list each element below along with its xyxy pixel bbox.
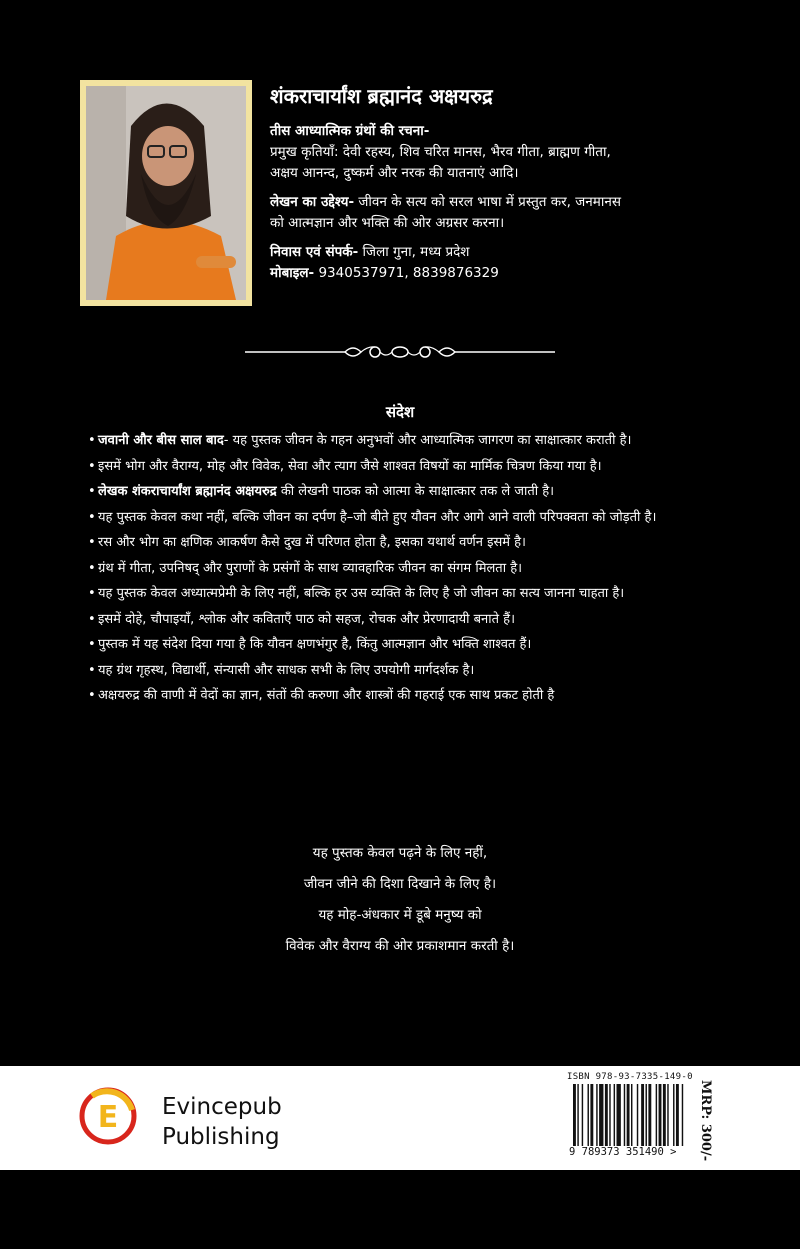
poem-line-2: जीवन जीने की दिशा दिखाने के लिए है। [303,876,497,892]
residence-label: निवास एवं संपर्क- [270,244,359,260]
barcode-bar [605,1084,608,1146]
barcode-bar [617,1084,621,1146]
author-photo [80,80,252,306]
author-name: शंकराचार्यांश ब्रह्मानंद अक्षयरुद्र [270,84,493,108]
list-item: • जवानी और बीस साल बाद- यह पुस्तक जीवन के गहन अनुभवों और आध्यात्मिक जागरण का साक्षात्कार कराती है। [88,430,728,452]
list-item: • इसमें दोहे, चौपाइयाँ, श्लोक और कविताएँ पाठ को सहज, रोचक और प्रेरणादायी बनाते हैं। [88,609,728,631]
residence-line: निवास एवं संपर्क- जिला गुना, मध्य प्रदेश [270,244,470,260]
barcode-bar [659,1084,662,1146]
barcode-bar [609,1084,610,1146]
author-info [270,82,780,284]
barcode-bar [588,1084,589,1146]
author-portrait-image [86,86,246,300]
works-line-2: अक्षय आनन्द, दुष्कर्म और नरक की यातनाएं आदि। [270,165,519,181]
publisher-name-line-1: Evincepub [162,1094,282,1120]
message-list [88,430,728,711]
barcode-bar [582,1084,583,1146]
list-item: • रस और भोग का क्षणिक आकर्षण कैसे दुख में परिणत होता है, इसका यथार्थ वर्णन इसमें है। [88,532,728,554]
mrp-label: MRP: 300/- [698,1080,713,1162]
barcode-number: 9 789373 351490 > [569,1146,677,1158]
barcode-bar [646,1084,647,1146]
barcode-bar [682,1084,683,1146]
barcode-bar [573,1084,576,1146]
closing-poem [0,838,800,962]
list-item: • पुस्तक में यह संदेश दिया गया है कि यौवन क्षणभंगुर है, किंतु आत्मज्ञान और भक्ति शाश्वत हैं। [88,634,728,656]
barcode-bar [641,1084,644,1146]
publisher-logo-icon [78,1086,138,1146]
list-item: • लेखक शंकराचार्यांश ब्रह्मानंद अक्षयरुद्र की लेखनी पाठक को आत्मा के साक्षात्कार तक ले जाती है। [88,481,728,503]
list-item: • यह ग्रंथ गृहस्थ, विद्यार्थी, संन्यासी और साधक सभी के लिए उपयोगी मार्गदर्शक है। [88,660,728,682]
barcode-bar [667,1084,668,1146]
barcode-bar [627,1084,630,1146]
poem-line-1: यह पुस्तक केवल पढ़ने के लिए नहीं, [312,845,488,861]
barcode-bar [676,1084,679,1146]
purpose-line-1: लेखन का उद्देश्य- जीवन के सत्य को सरल भाषा में प्रस्तुत कर, जनमानस [270,194,621,210]
message-title: संदेश [385,403,415,421]
barcode-bar [663,1084,666,1146]
barcode-bar [596,1084,597,1146]
publisher-name [162,1092,282,1152]
ornamental-divider-icon [245,340,555,364]
purpose-line-2: को आत्मज्ञान और भक्ति की ओर अग्रसर करना। [270,215,505,231]
list-item: • अक्षयरुद्र की वाणी में वेदों का ज्ञान, संतों की करुणा और शास्त्रों की गहराई एक साथ प्रकट होती है [88,685,728,707]
list-item: • ग्रंथ में गीता, उपनिषद् और पुराणों के प्रसंगों के साथ व्यावहारिक जीवन का संगम मिलता है। [88,558,728,580]
list-item: • इसमें भोग और वैराग्य, मोह और विवेक, सेवा और त्याग जैसे शाश्वत विषयों का मार्मिक चित्रण किया गया है। [88,456,728,478]
barcode-bar [590,1084,593,1146]
barcode-bar [614,1084,615,1146]
isbn-label: ISBN 978-93-7335-149-0 [567,1072,693,1082]
barcode-bar [624,1084,625,1146]
barcode-bar [631,1084,632,1146]
publisher-name-line-2: Publishing [162,1124,280,1150]
works-line-1: प्रमुख कृतियाँ: देवी रहस्य, शिव चरित मानस, भैरव गीता, ब्राह्मण गीता, [270,144,611,160]
author-portrait-illustration [86,86,246,300]
barcode-bar [673,1084,674,1146]
poem-line-3: यह मोह-अंधकार में डूबे मनुष्य को [318,907,482,923]
list-item: • यह पुस्तक केवल अध्यात्मप्रेमी के लिए नहीं, बल्कि हर उस व्यक्ति के लिए है जो जीवन का सत्य जानना चाहता है। [88,583,728,605]
list-item: • यह पुस्तक केवल कथा नहीं, बल्कि जीवन का दर्पण है–जो बीते हुए यौवन और आगे आने वाली परिपक्वता को जोड़ती है। [88,507,728,529]
barcode-bar [648,1084,651,1146]
logo-letter: E [97,1100,119,1135]
mobile-label: मोबाइल- [270,265,315,281]
barcode-bar [656,1084,657,1146]
barcode-bar [577,1084,578,1146]
poem-line-4: विवेक और वैराग्य की ओर प्रकाशमान करती है। [285,938,515,954]
barcode-bar [599,1084,603,1146]
mobile-line: मोबाइल- 9340537971, 8839876329 [270,265,499,281]
barcode-bar [637,1084,638,1146]
works-heading: तीस आध्यात्मिक ग्रंथों की रचना- [270,123,430,139]
purpose-label: लेखन का उद्देश्य- [270,194,355,210]
publisher-bar [0,1066,800,1170]
